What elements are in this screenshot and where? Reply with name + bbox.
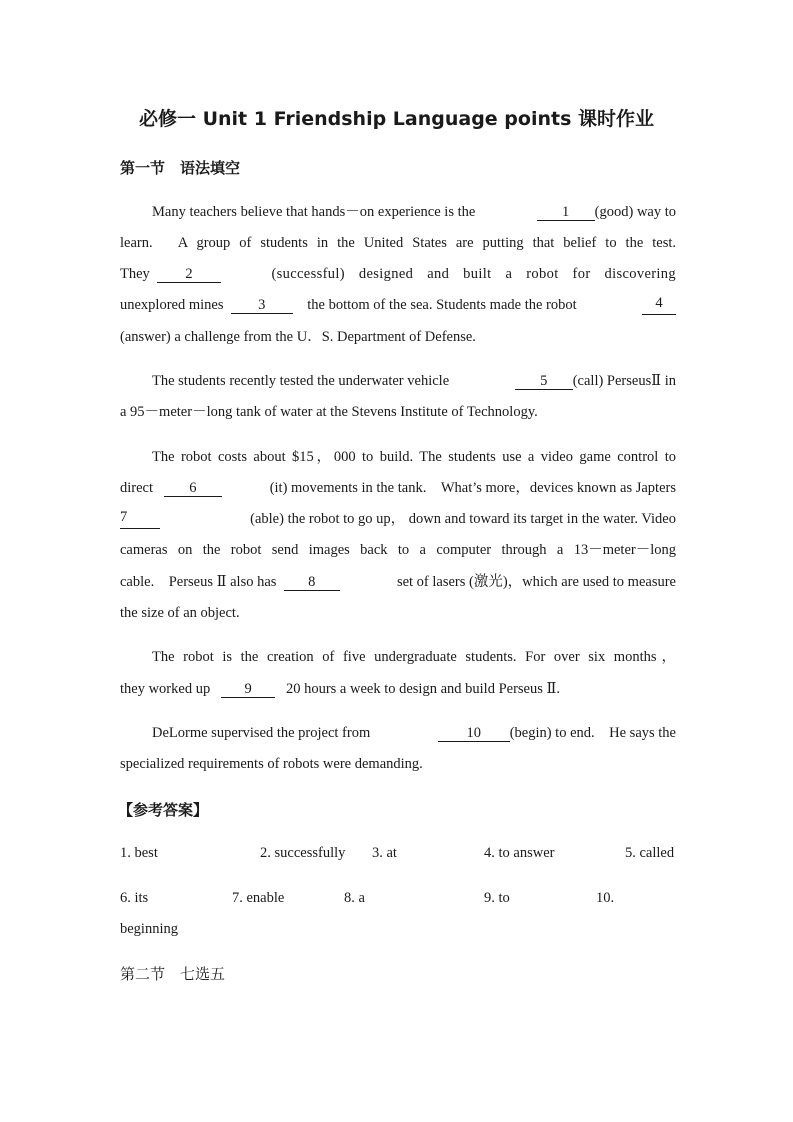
passage-text: (able) the robot to go up， down and toward its target in the water. Video: [250, 511, 676, 527]
passage-text: the bottom of the sea. Students made the robot: [307, 297, 577, 313]
passage-line: specialized requirements of robots were demanding.: [120, 756, 423, 772]
blank-3: 3: [231, 297, 293, 314]
answer-item: 5. called: [625, 845, 675, 861]
blank-7: 7: [120, 509, 160, 529]
blank-1: 1: [537, 204, 595, 221]
answer-heading: 【参考答案】: [118, 801, 209, 819]
passage-text: cable. Perseus Ⅱ also has: [120, 574, 277, 590]
passage-text: (good) way to: [594, 204, 676, 220]
passage-line: [120, 295, 676, 315]
passage-text: (successful) designed and built a robot for discovering: [271, 266, 676, 282]
blank-2: 2: [157, 266, 221, 283]
passage-text: They: [120, 266, 150, 282]
passage-text: Many teachers believe that hands－on experience is the: [152, 204, 476, 220]
passage-line: The robot costs about $15，000 to build. The students use a video game control to: [152, 449, 676, 465]
passage-line: [120, 371, 676, 391]
passage-line: [120, 723, 676, 743]
passage-text: they worked up: [120, 681, 211, 697]
passage-line: the size of an object.: [120, 605, 240, 621]
passage-line: [120, 679, 676, 699]
answer-item: 7. enable: [232, 890, 285, 906]
passage-text: unexplored mines: [120, 297, 224, 313]
passage-line: [120, 202, 676, 222]
answer-item: 8. a: [344, 890, 365, 906]
passage-line: [120, 264, 676, 284]
answer-item: 4. to answer: [484, 845, 555, 861]
passage-line: cameras on the robot send images back to a computer through a 13－meter－long: [120, 542, 676, 558]
passage-text: (it) movements in the tank. What’s more，devices known as Japters: [269, 480, 676, 496]
blank-10: 10: [438, 725, 510, 742]
passage-text: set of lasers (激光)，which are used to measure: [396, 574, 676, 590]
passage-text: DeLorme supervised the project from: [152, 725, 371, 741]
answer-item: 6. its: [120, 890, 149, 906]
blank-6: 6: [164, 480, 222, 497]
passage-line: The robot is the creation of five undergraduate students. For over six months，: [152, 649, 676, 665]
answer-item: 1. best: [120, 845, 158, 861]
answer-item: 9. to: [484, 890, 510, 906]
answer-item: 10.: [596, 890, 615, 906]
blank-9: 9: [221, 681, 275, 698]
passage-line: learn. A group of students in the United States are putting that belief to the test.: [120, 235, 676, 251]
passage-line: [120, 478, 676, 498]
passage-text: (call) PerseusⅡ in: [572, 373, 676, 389]
section-2-heading: 第二节 七选五: [120, 965, 226, 983]
blank-8: 8: [284, 574, 340, 591]
answer-item: 3. at: [372, 845, 397, 861]
answer-item: beginning: [120, 921, 178, 937]
passage-line: (answer) a challenge from the U．S. Department of Defense.: [120, 329, 476, 345]
passage-line: a 95－meter－long tank of water at the Stevens Institute of Technology.: [120, 404, 538, 420]
answer-item: 2. successfully: [260, 845, 346, 861]
passage-text: The students recently tested the underwater vehicle: [152, 373, 450, 389]
passage-text: 20 hours a week to design and build Perseus Ⅱ.: [285, 681, 560, 697]
passage-text: direct: [120, 480, 154, 496]
section-1-heading: 第一节 语法填空: [120, 159, 241, 177]
passage-line: [120, 572, 676, 592]
document-title: 必修一 Unit 1 Friendship Language points 课时作业: [138, 108, 655, 130]
passage-text: (begin) to end. He says the: [509, 725, 676, 741]
blank-4: 4: [642, 295, 676, 315]
blank-5: 5: [515, 373, 573, 390]
passage-line: [120, 509, 676, 529]
